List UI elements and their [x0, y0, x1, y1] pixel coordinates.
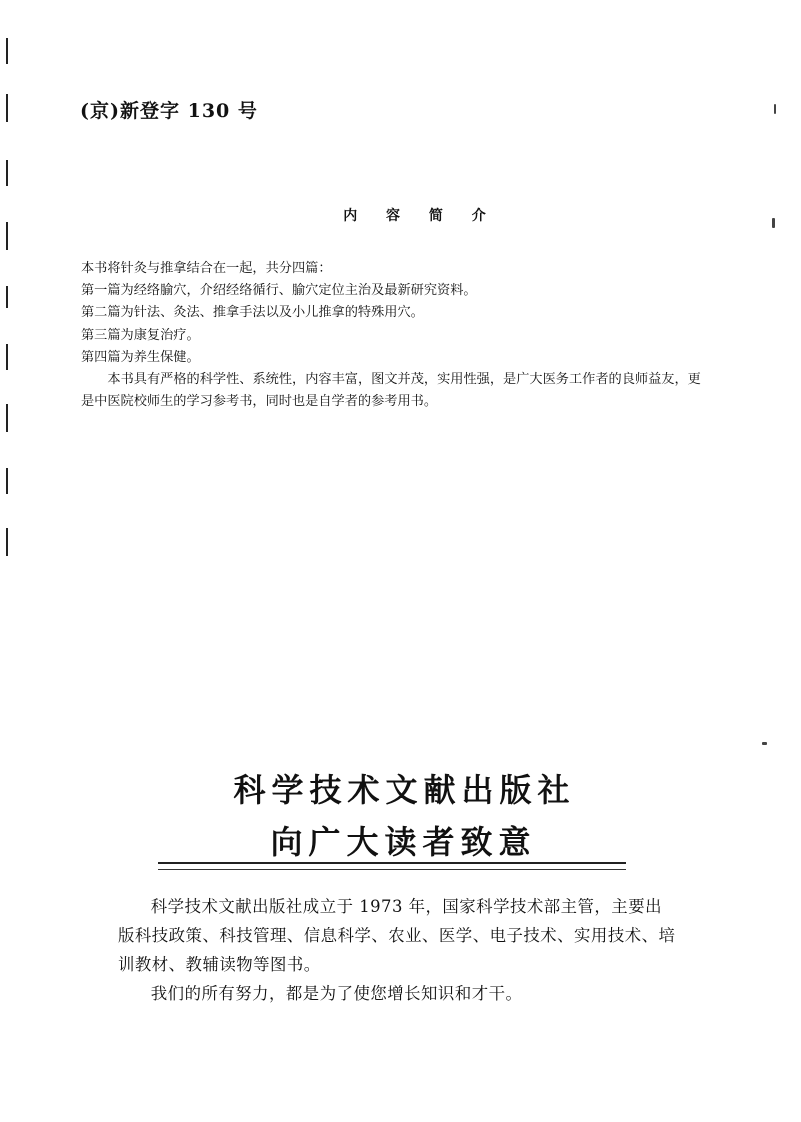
- license-number: (京)新登字 130 号: [80, 100, 258, 122]
- intro-paragraph: 第三篇为康复治疗。: [81, 327, 200, 343]
- scan-gutter-mark: [6, 222, 8, 250]
- intro-paragraph: 本书将针灸与推拿结合在一起，共分四篇：: [81, 261, 332, 276]
- publisher-paragraph: 我们的所有努力，都是为了使您增长知识和才干。: [150, 984, 523, 1003]
- intro-paragraph: 第一篇为经络腧穴，介绍经络循行、腧穴定位主治及最新研究资料。: [81, 283, 477, 299]
- scan-gutter-mark: [6, 468, 8, 494]
- intro-paragraph: 第四篇为养生保健。: [81, 349, 200, 365]
- scan-speck: [762, 742, 767, 745]
- scan-gutter-mark: [6, 94, 8, 122]
- intro-paragraph: 本书具有严格的科学性、系统性，内容丰富，图文并茂，实用性强，是广大医务工作者的良师益友，更是中医院校师生的学习参考书，同时也是自学者的参考用书。: [81, 372, 701, 410]
- scan-gutter-mark: [6, 528, 8, 556]
- intro-paragraph: 第二篇为针法、灸法、推拿手法以及小儿推拿的特殊用穴。: [81, 305, 424, 321]
- publisher-paragraph: 科学技术文献出版社成立于 1973 年，国家科学技术部主管，主要出版科技政策、科技管理、信息科学、农业、医学、电子技术、实用技术、培训教材、教辅读物等图书。: [118, 897, 676, 974]
- scan-gutter-mark: [6, 404, 8, 432]
- scan-gutter-mark: [6, 38, 8, 64]
- publisher-body: [118, 892, 678, 1008]
- publisher-heading-line2: 向广大读者致意: [270, 823, 537, 861]
- intro-title: 内 容 简 介: [343, 208, 498, 224]
- intro-body: [81, 258, 711, 413]
- scan-gutter-mark: [6, 160, 8, 186]
- scan-speck: [774, 104, 776, 114]
- divider-rule: [158, 862, 626, 864]
- publisher-heading-line1: 科学技术文献出版社: [233, 771, 576, 809]
- scan-gutter-mark: [6, 344, 8, 370]
- publisher-heading: [0, 768, 801, 864]
- scan-gutter-mark: [6, 286, 8, 308]
- divider-rule: [158, 869, 626, 870]
